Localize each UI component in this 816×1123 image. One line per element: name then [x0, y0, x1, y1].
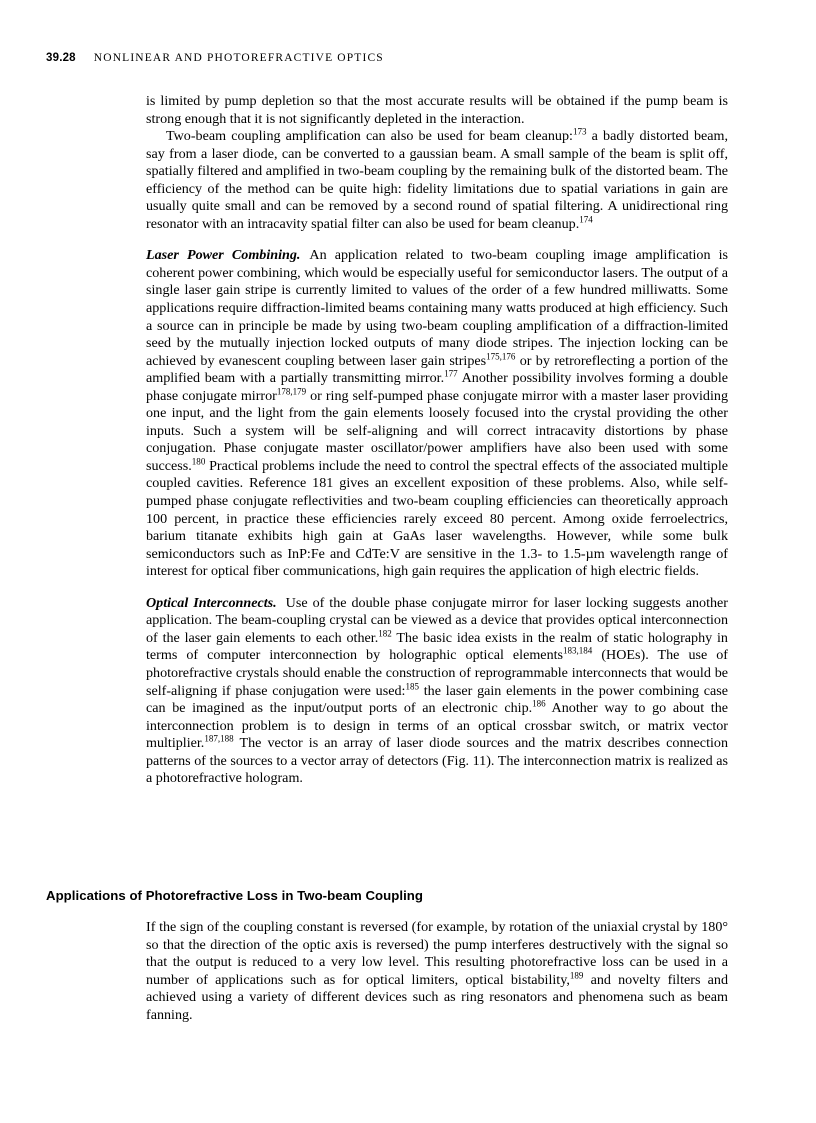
paragraph-continuation [146, 93, 728, 128]
footnote-ref-185: 185 [405, 680, 419, 691]
beam-cleanup-text-a: Two-beam coupling amplification can also be used for beam cleanup: [166, 128, 573, 145]
photorefractive-loss-text-b: and novelty filters and achieved using a variety of different devices such as ring resonators and phenomena such as beam fanning. [146, 971, 728, 1023]
page-folio: 39.28 [46, 52, 76, 64]
lower-text-column [146, 919, 728, 1024]
photorefractive-loss-text-a: If the sign of the coupling constant is reversed (for example, by rotation of the uniaxial crystal by 180° so that the direction of the optic axis is reversed) the pump interferes destructively with the signal so that the output is reduced to a very low level. This resulting photorefractive loss can be used in a number of applications such as for optical limiters, optical bistability, [146, 919, 728, 988]
optical-interconnects-text-f: The vector is an array of laser diode sources and the matrix describes connection patterns of the sources to a vector array of detectors (Fig. 11). The interconnection matrix is realized as a photorefractive hologram. [146, 735, 728, 787]
optical-interconnects-text-e: Another way to go about the interconnection problem is to design in terms of an optical crossbar switch, or matrix vector multiplier. [146, 700, 728, 752]
laser-power-text-d: or ring self-pumped phase conjugate mirror with a master laser providing one input, and the light from the gain elements loosely focused into the crystal providing the other inputs. Such a system will be self-aligning and will correct intracavity distortions by phase conjugation. Phase conjugate master oscillator/power amplifiers have also been used with some success. [146, 387, 728, 474]
laser-power-text-c: Another possibility involves forming a double phase conjugate mirror [146, 370, 728, 404]
footnote-ref-173: 173 [572, 126, 587, 137]
optical-interconnects-text-d: the laser gain elements in the power combining case can be imagined as the input/output ports of an electronic chip. [146, 682, 728, 717]
footnote-ref-175-176: 175,176 [486, 350, 516, 361]
paragraph-photorefractive-loss [146, 919, 728, 1024]
laser-power-text-a: An application related to two-beam coupling image amplification is coherent power combining, which would be especially useful for semiconductor lasers. The output of a single laser gain stripe is currently limited to values of the order of a few hundred milliwatts. Some applications require diffraction-limited beams containing many watts produced at high efficiency. Such a source can in principle be made by using two-beam coupling amplification of a diffraction-limited seed by the mutually injection locked outputs of many diode stripes. The injection locking can be achieved by evanescent coupling between laser gain stripes [146, 247, 729, 369]
runin-heading-laser-power-combining: Laser Power Combining. [146, 247, 301, 264]
footnote-ref-178-179: 178,179 [276, 386, 307, 397]
footnote-ref-177: 177 [444, 368, 458, 379]
optical-interconnects-text-b: The basic idea exists in the realm of static holography in terms of computer interconnection by holographic optical elements [146, 629, 728, 664]
paragraph-continuation-text: is limited by pump depletion so that the most accurate results will be obtained if the pump beam is strong enough that it is not significantly depleted in the interaction. [146, 93, 728, 127]
footnote-ref-182: 182 [378, 628, 392, 639]
laser-power-text-e: Practical problems include the need to control the spectral effects of the associated multiple coupled cavities. Reference 181 gives an excellent exposition of these problems. Also, while self-pumped phase conjugate reflectivities and two-beam coupling efficiencies can theoretically approach 100 percent, in practice these efficiencies rarely exceed 80 percent. Among oxide ferroelectrics, barium titanate exhibits high gain at GaAs laser wavelengths. However, while some bulk semiconductors such as InP:Fe and CdTe:V are sensitive in the 1.3- to 1.5-µm wavelength range of interest for optical fiber communications, high gain requires the application of high electric fields. [146, 457, 728, 580]
section-heading-applications: Applications of Photorefractive Loss in Two-beam Coupling [46, 888, 424, 903]
running-head-title: NONLINEAR AND PHOTOREFRACTIVE OPTICS [93, 52, 384, 64]
laser-power-text-b: or by retroreflecting a portion of the amplified beam with a partially transmitting mirror. [146, 352, 728, 387]
main-text-column [146, 93, 728, 788]
footnote-ref-186: 186 [532, 698, 546, 709]
optical-interconnects-text-c: (HOEs). The use of photorefractive crystals should enable the construction of reprogrammable interconnects that would be self-aligning if phase conjugation were used: [146, 647, 728, 699]
runin-heading-optical-interconnects: Optical Interconnects. [146, 594, 277, 611]
footnote-ref-180: 180 [191, 456, 206, 467]
optical-interconnects-text-a: Use of the double phase conjugate mirror for laser locking suggests another application. The beam-coupling crystal can be viewed as a device that provides optical interconnection of the laser gain elements to each other. [146, 594, 728, 646]
footnote-ref-187-188: 187,188 [204, 733, 234, 744]
paragraph-beam-cleanup [146, 128, 728, 233]
beam-cleanup-text-b: a badly distorted beam, say from a laser diode, can be converted to a gaussian beam. A small sample of the beam is split off, spatially filtered and amplified in two-beam coupling by the remaining bulk of the distorted beam. The efficiency of the method can be quite high: fidelity limitations due to spatial variations in gain are usually quite small and can be removed by a second round of spatial filtering. A unidirectional ring resonator with an intracavity spatial filter can also be used for beam cleanup. [146, 128, 729, 232]
footnote-ref-189: 189 [569, 969, 584, 980]
running-head [46, 48, 746, 68]
paragraph-laser-power-combining [146, 247, 728, 580]
footnote-ref-174: 174 [579, 214, 593, 225]
footnote-ref-183-184: 183,184 [563, 645, 593, 656]
paragraph-optical-interconnects [146, 595, 728, 788]
